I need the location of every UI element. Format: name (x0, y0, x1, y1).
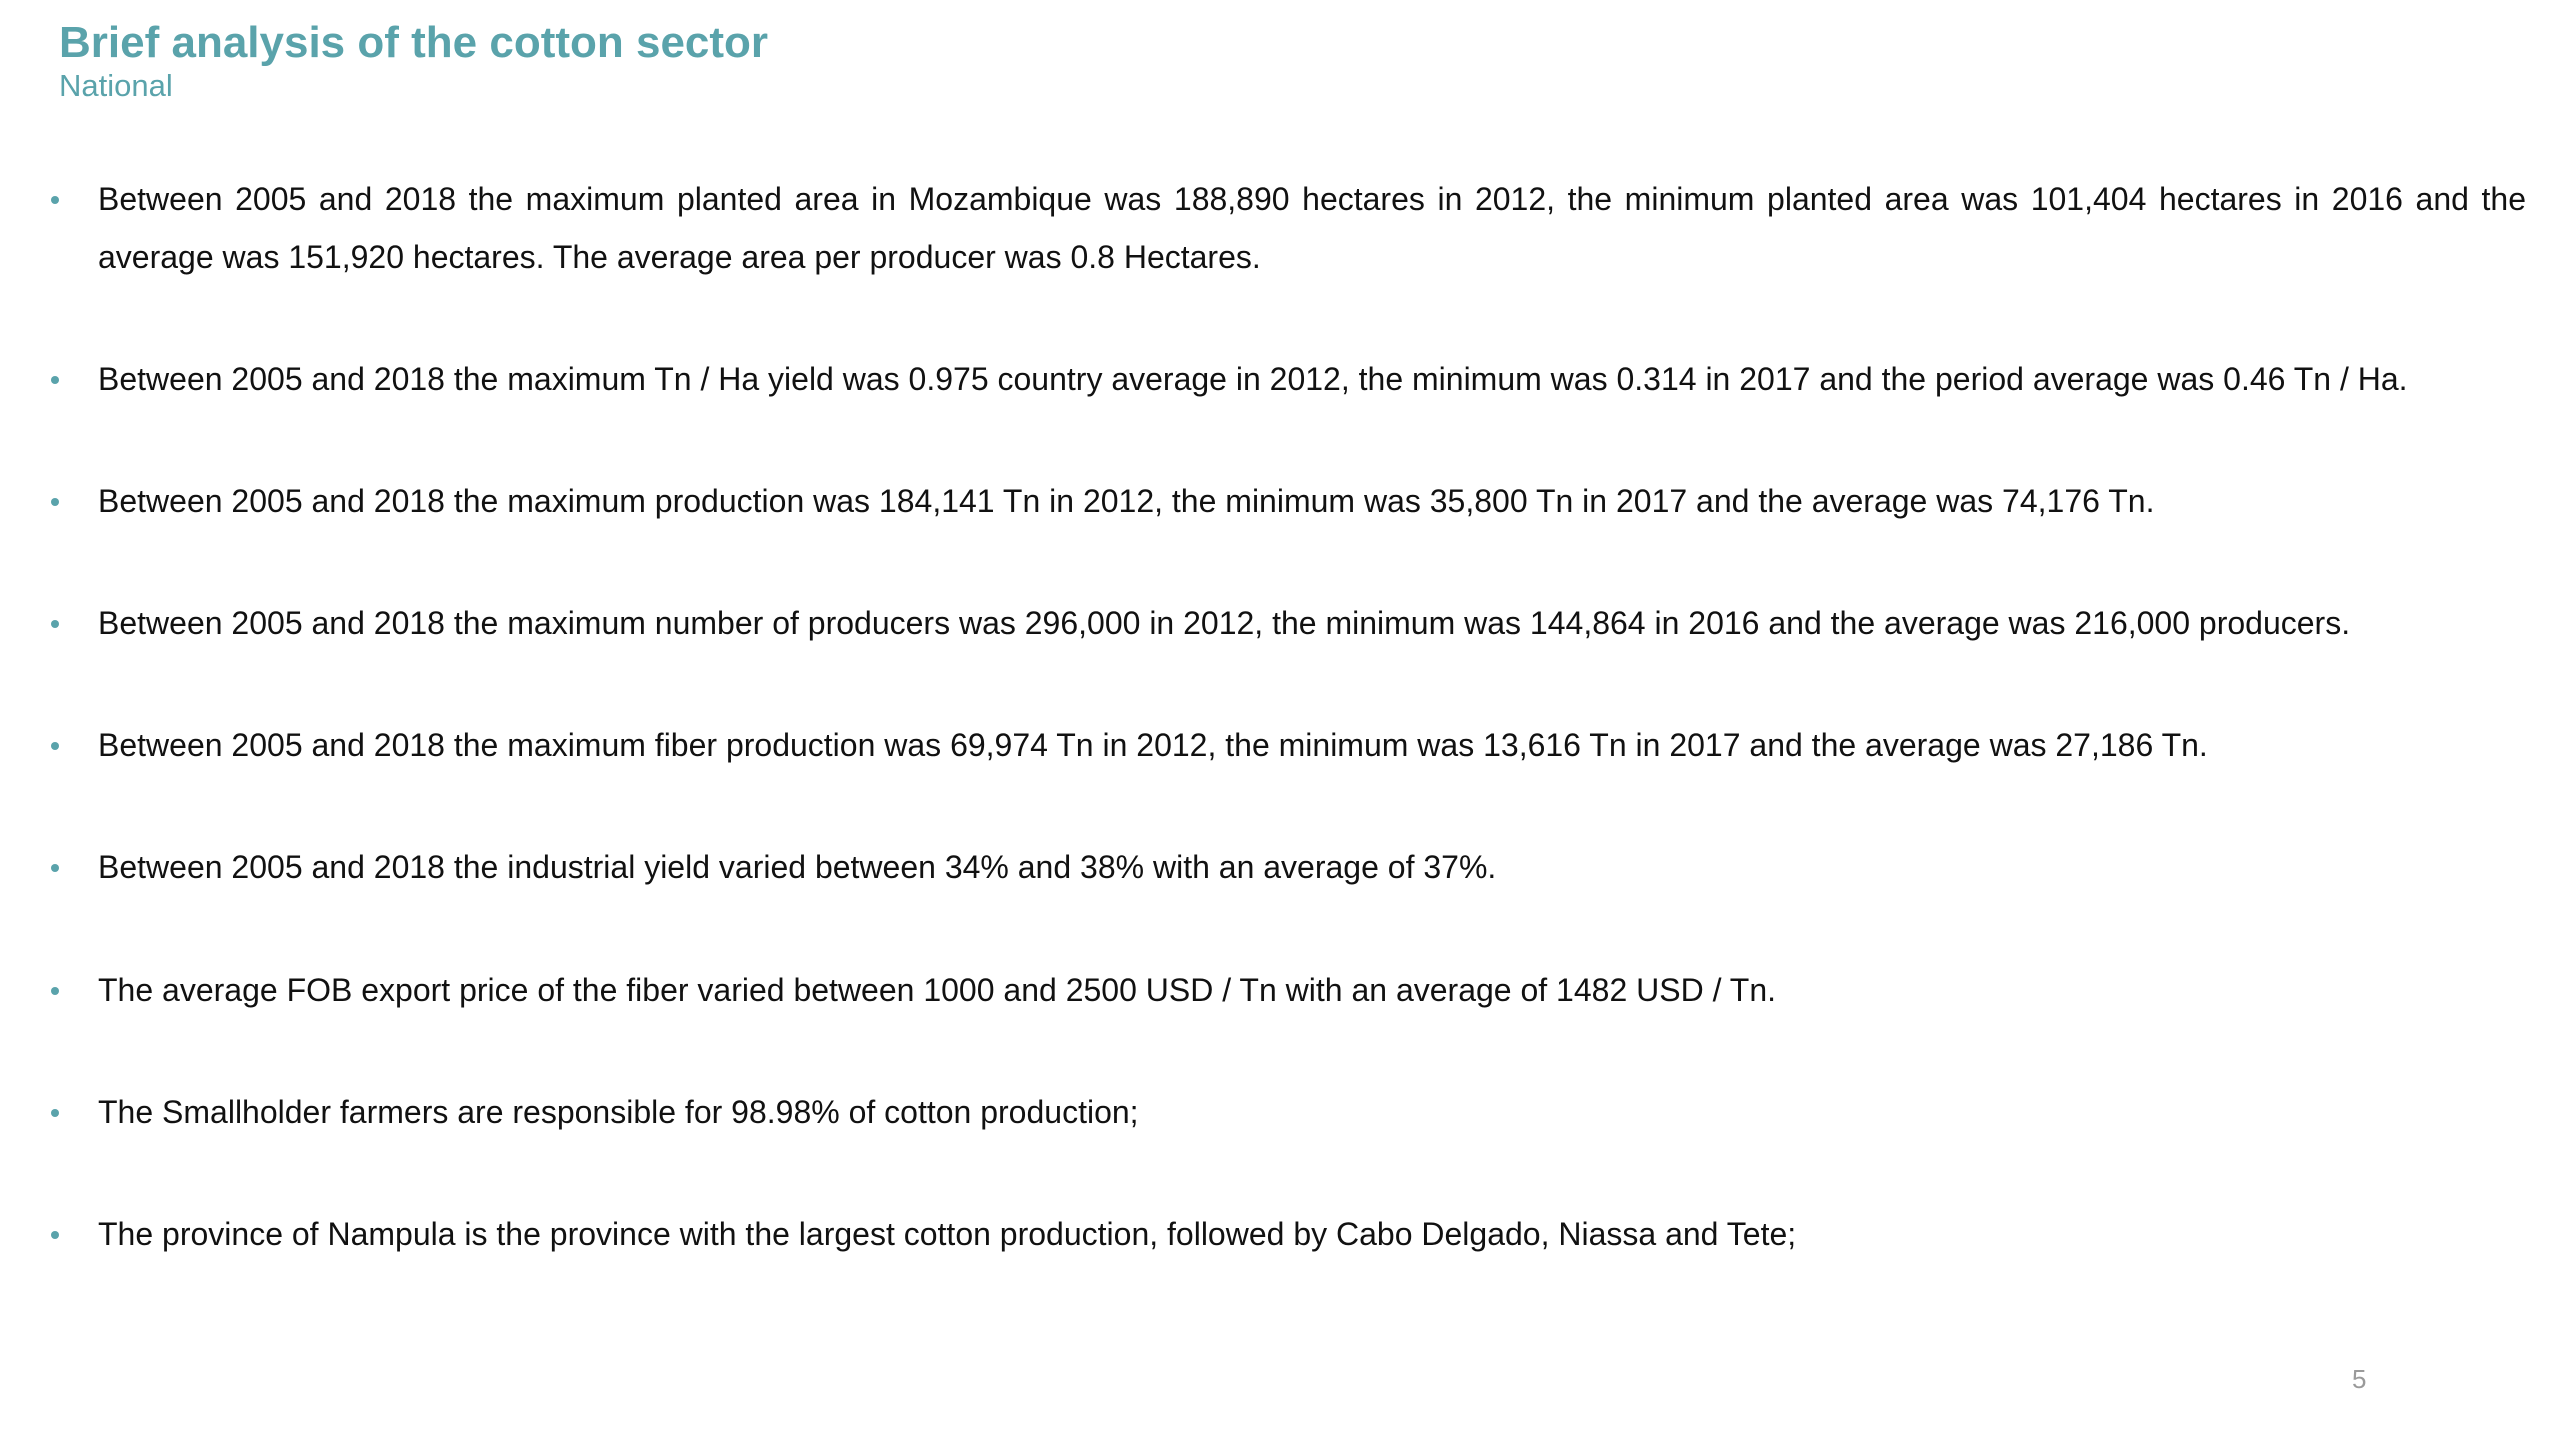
bullet-dot-icon (51, 196, 59, 204)
bullet-text: The province of Nampula is the province with the largest cotton production, followed by Cabo Delgado, Niassa and Tete; (98, 1216, 1797, 1252)
bullet-dot-icon (51, 376, 59, 384)
slide-title: Brief analysis of the cotton sector (59, 18, 769, 67)
bullet-text: Between 2005 and 2018 the maximum planted area in Mozambique was 188,890 hectares in 2012, the minimum planted area was 101,404 hectares in 2016 and the average was 151,920 hectares. The average area per producer was 0.8 Hectares. (98, 181, 2526, 275)
bullet-dot-icon (51, 1231, 59, 1239)
bullet-text: Between 2005 and 2018 the maximum production was 184,141 Tn in 2012, the minimum was 35,800 Tn in 2017 and the average was 74,176 Tn. (98, 483, 2155, 519)
bullet-text: The Smallholder farmers are responsible for 98.98% of cotton production; (98, 1094, 1139, 1130)
bullet-dot-icon (51, 864, 59, 872)
bullet-text: Between 2005 and 2018 the maximum Tn / Ha yield was 0.975 country average in 2012, the minimum was 0.314 in 2017 and the period average was 0.46 Tn / Ha. (98, 361, 2408, 397)
slide-subtitle: National (59, 68, 173, 103)
bullet-text: Between 2005 and 2018 the maximum fiber production was 69,974 Tn in 2012, the minimum was 13,616 Tn in 2017 and the average was 27,186 Tn. (98, 727, 2208, 763)
bullet-dot-icon (51, 987, 59, 995)
page-number: 5 (2352, 1364, 2367, 1394)
bullet-text: Between 2005 and 2018 the maximum number of producers was 296,000 in 2012, the minimum was 144,864 in 2016 and the average was 216,000 producers. (98, 605, 2351, 641)
bullet-dot-icon (51, 742, 59, 750)
bullet-text: The average FOB export price of the fiber varied between 1000 and 2500 USD / Tn with an average of 1482 USD / Tn. (98, 972, 1777, 1008)
bullet-dot-icon (51, 498, 59, 506)
bullet-dot-icon (51, 1109, 59, 1117)
bullet-text: Between 2005 and 2018 the industrial yield varied between 34% and 38% with an average of 37%. (98, 849, 1497, 885)
bullet-dot-icon (51, 620, 59, 628)
